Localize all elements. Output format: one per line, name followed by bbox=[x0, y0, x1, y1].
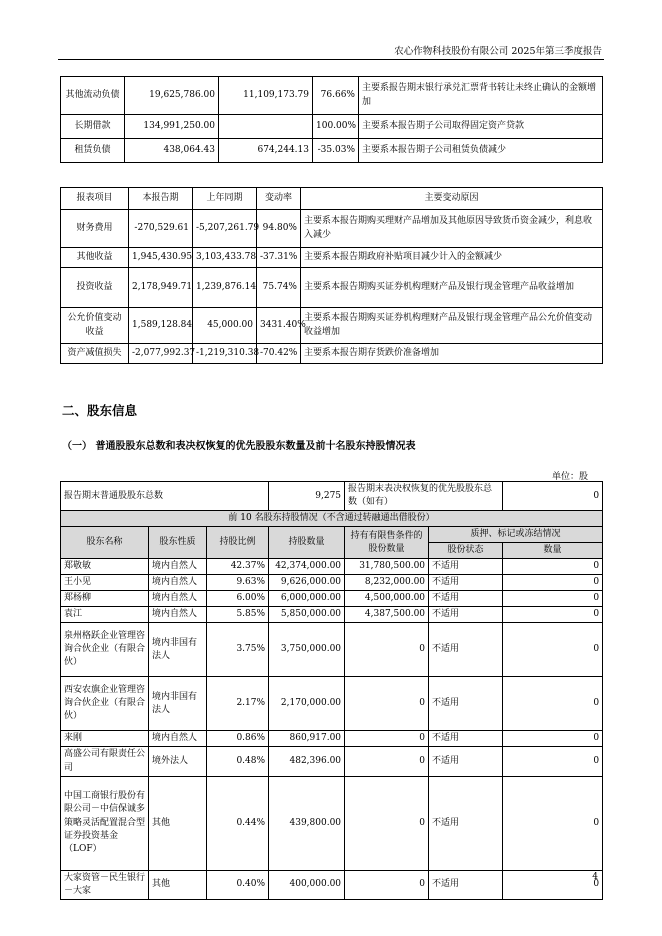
inc-item: 其他收益 bbox=[61, 248, 129, 268]
col-header-quantity: 持股数量 bbox=[269, 527, 345, 559]
table-row bbox=[61, 559, 603, 575]
liab-reason: 主要系报告期末银行承兑汇票背书转让未终止确认的金额增加 bbox=[359, 77, 603, 115]
holder-pledge-quantity: 0 bbox=[503, 575, 603, 591]
holder-nature: 境内自然人 bbox=[149, 731, 207, 747]
liab-reason: 主要系本报告期子公司租赁负债减少 bbox=[359, 139, 603, 163]
holder-pledge-quantity: 0 bbox=[503, 607, 603, 623]
table-row bbox=[61, 747, 603, 776]
holder-pledge-quantity: 0 bbox=[503, 559, 603, 575]
col-header-item: 报表项目 bbox=[61, 188, 129, 210]
inc-previous: 45,000.00 bbox=[193, 308, 257, 344]
holder-name: 西安农旗企业管理咨询合伙企业（有限合伙） bbox=[61, 677, 149, 731]
table-row bbox=[61, 870, 603, 899]
liab-change: 100.00% bbox=[313, 115, 359, 139]
col-header-previous: 上年同期 bbox=[193, 188, 257, 210]
table-row bbox=[61, 677, 603, 731]
holder-ratio: 3.75% bbox=[207, 623, 269, 677]
inc-previous: -5,207,261.79 bbox=[193, 210, 257, 248]
holder-quantity: 42,374,000.00 bbox=[269, 559, 345, 575]
inc-change: 94.80% bbox=[257, 210, 301, 248]
inc-reason: 主要系本报告期存货跌价准备增加 bbox=[301, 344, 603, 364]
income-change-table bbox=[60, 187, 603, 364]
holder-pledge-status: 不适用 bbox=[429, 559, 503, 575]
holder-ratio: 0.40% bbox=[207, 870, 269, 899]
liab-item: 其他流动负债 bbox=[61, 77, 125, 115]
holder-restricted: 0 bbox=[345, 731, 429, 747]
holder-name: 袁江 bbox=[61, 607, 149, 623]
holder-pledge-status: 不适用 bbox=[429, 731, 503, 747]
holder-nature: 其他 bbox=[149, 776, 207, 870]
table-row bbox=[61, 623, 603, 677]
liabilities-change-table bbox=[60, 76, 603, 163]
table-header-row bbox=[61, 527, 603, 543]
col-header-restricted: 持有有限售条件的股份数量 bbox=[345, 527, 429, 559]
liab-change: 76.66% bbox=[313, 77, 359, 115]
holder-quantity: 482,396.00 bbox=[269, 747, 345, 776]
liab-previous: 11,109,173.79 bbox=[219, 77, 313, 115]
holder-name: 郑敬敏 bbox=[61, 559, 149, 575]
summary-row bbox=[61, 482, 603, 511]
holder-pledge-quantity: 0 bbox=[503, 677, 603, 731]
holder-ratio: 0.86% bbox=[207, 731, 269, 747]
holder-quantity: 860,917.00 bbox=[269, 731, 345, 747]
common-holders-value: 9,275 bbox=[269, 482, 345, 511]
col-header-name: 股东名称 bbox=[61, 527, 149, 559]
holder-restricted: 8,232,000.00 bbox=[345, 575, 429, 591]
holder-restricted: 0 bbox=[345, 677, 429, 731]
holder-pledge-quantity: 0 bbox=[503, 591, 603, 607]
holder-nature: 境内非国有法人 bbox=[149, 677, 207, 731]
inc-reason: 主要系本报告期购买证券机构理财产品及银行现金管理产品公允价值变动收益增加 bbox=[301, 308, 603, 344]
holder-pledge-quantity: 0 bbox=[503, 731, 603, 747]
inc-item: 财务费用 bbox=[61, 210, 129, 248]
liab-current: 438,064.43 bbox=[125, 139, 219, 163]
holder-nature: 其他 bbox=[149, 870, 207, 899]
holder-pledge-status: 不适用 bbox=[429, 591, 503, 607]
table-row bbox=[61, 268, 603, 308]
holder-restricted: 31,780,500.00 bbox=[345, 559, 429, 575]
holder-name: 郑杨柳 bbox=[61, 591, 149, 607]
holder-pledge-quantity: 0 bbox=[503, 747, 603, 776]
header-divider bbox=[58, 59, 604, 60]
holder-nature: 境内非国有法人 bbox=[149, 623, 207, 677]
inc-reason: 主要系本报告期政府补贴项目减少计入的金额减少 bbox=[301, 248, 603, 268]
holder-name: 大家资管－民生银行－大家 bbox=[61, 870, 149, 899]
holder-restricted: 0 bbox=[345, 747, 429, 776]
shareholders-table bbox=[60, 481, 603, 900]
inc-current: -270,529.61 bbox=[129, 210, 193, 248]
inc-item: 公允价值变动收益 bbox=[61, 308, 129, 344]
table-row bbox=[61, 575, 603, 591]
inc-previous: 3,103,433.78 bbox=[193, 248, 257, 268]
liab-current: 134,991,250.00 bbox=[125, 115, 219, 139]
table-row bbox=[61, 591, 603, 607]
liab-item: 长期借款 bbox=[61, 115, 125, 139]
preferred-holders-value: 0 bbox=[503, 482, 603, 511]
holder-restricted: 0 bbox=[345, 870, 429, 899]
holder-ratio: 0.44% bbox=[207, 776, 269, 870]
table-row bbox=[61, 115, 603, 139]
table-row bbox=[61, 731, 603, 747]
inc-current: 2,178,949.71 bbox=[129, 268, 193, 308]
holder-ratio: 42.37% bbox=[207, 559, 269, 575]
col-header-pledge-group: 质押、标记或冻结情况 bbox=[429, 527, 603, 543]
col-header-reason: 主要变动原因 bbox=[301, 188, 603, 210]
table-row bbox=[61, 607, 603, 623]
inc-current: -2,077,992.37 bbox=[129, 344, 193, 364]
col-header-current: 本报告期 bbox=[129, 188, 193, 210]
inc-previous: 1,239,876.14 bbox=[193, 268, 257, 308]
liab-current: 19,625,786.00 bbox=[125, 77, 219, 115]
holder-ratio: 9.63% bbox=[207, 575, 269, 591]
table-row bbox=[61, 139, 603, 163]
holder-ratio: 0.48% bbox=[207, 747, 269, 776]
col-header-ratio: 持股比例 bbox=[207, 527, 269, 559]
holder-pledge-status: 不适用 bbox=[429, 575, 503, 591]
table-header-row bbox=[61, 188, 603, 210]
col-header-pledge-quantity: 数量 bbox=[503, 543, 603, 559]
inc-change: 75.74% bbox=[257, 268, 301, 308]
holder-pledge-quantity: 0 bbox=[503, 870, 603, 899]
inc-change: 3431.40% bbox=[257, 308, 301, 344]
holder-nature: 境内自然人 bbox=[149, 591, 207, 607]
holder-quantity: 400,000.00 bbox=[269, 870, 345, 899]
holder-pledge-status: 不适用 bbox=[429, 776, 503, 870]
inc-current: 1,589,128.84 bbox=[129, 308, 193, 344]
top10-title-row bbox=[61, 511, 603, 527]
inc-item: 投资收益 bbox=[61, 268, 129, 308]
page-number: 4 bbox=[592, 872, 598, 882]
holder-pledge-status: 不适用 bbox=[429, 870, 503, 899]
holder-nature: 境内自然人 bbox=[149, 559, 207, 575]
holder-ratio: 2.17% bbox=[207, 677, 269, 731]
holder-ratio: 5.85% bbox=[207, 607, 269, 623]
holder-nature: 境内自然人 bbox=[149, 607, 207, 623]
page-header-title: 农心作物科技股份有限公司 2025年第三季度报告 bbox=[394, 46, 602, 57]
liab-item: 租赁负债 bbox=[61, 139, 125, 163]
holder-nature: 境内自然人 bbox=[149, 575, 207, 591]
holder-pledge-status: 不适用 bbox=[429, 677, 503, 731]
holder-pledge-status: 不适用 bbox=[429, 607, 503, 623]
table-row bbox=[61, 248, 603, 268]
holder-quantity: 3,750,000.00 bbox=[269, 623, 345, 677]
inc-reason: 主要系本报告期购买证券机构理财产品及银行现金管理产品收益增加 bbox=[301, 268, 603, 308]
holder-restricted: 0 bbox=[345, 776, 429, 870]
holder-restricted: 4,387,500.00 bbox=[345, 607, 429, 623]
inc-previous: -1,219,310.38 bbox=[193, 344, 257, 364]
inc-reason: 主要系本报告期购买理财产品增加及其他原因导致货币资金减少，利息收入减少 bbox=[301, 210, 603, 248]
inc-change: -70.42% bbox=[257, 344, 301, 364]
holder-pledge-status: 不适用 bbox=[429, 623, 503, 677]
holder-name: 王小见 bbox=[61, 575, 149, 591]
section-subheading: （一） 普通股股东总数和表决权恢复的优先股股东数量及前十名股东持股情况表 bbox=[62, 441, 416, 452]
holder-pledge-quantity: 0 bbox=[503, 623, 603, 677]
table-row bbox=[61, 77, 603, 115]
holder-name: 泉州格跃企业管理咨询合伙企业（有限合伙） bbox=[61, 623, 149, 677]
holder-quantity: 2,170,000.00 bbox=[269, 677, 345, 731]
holder-quantity: 6,000,000.00 bbox=[269, 591, 345, 607]
holder-quantity: 5,850,000.00 bbox=[269, 607, 345, 623]
liab-previous bbox=[219, 115, 313, 139]
holder-name: 来刚 bbox=[61, 731, 149, 747]
unit-label: 单位：股 bbox=[551, 472, 588, 482]
table-row bbox=[61, 308, 603, 344]
top10-title: 前 10 名股东持股情况（不含通过转融通出借股份） bbox=[61, 511, 603, 527]
section-heading: 二、股东信息 bbox=[62, 403, 138, 418]
holder-ratio: 6.00% bbox=[207, 591, 269, 607]
table-row bbox=[61, 776, 603, 870]
holder-pledge-status: 不适用 bbox=[429, 747, 503, 776]
common-holders-label: 报告期末普通股股东总数 bbox=[61, 482, 269, 511]
holder-quantity: 9,626,000.00 bbox=[269, 575, 345, 591]
inc-current: 1,945,430.95 bbox=[129, 248, 193, 268]
holder-name: 中国工商银行股份有限公司－中信保诚多策略灵活配置混合型证券投资基金（LOF） bbox=[61, 776, 149, 870]
col-header-change: 变动率 bbox=[257, 188, 301, 210]
holder-nature: 境外法人 bbox=[149, 747, 207, 776]
preferred-holders-label: 报告期末表决权恢复的优先股股东总数（如有） bbox=[345, 482, 503, 511]
inc-item: 资产减值损失 bbox=[61, 344, 129, 364]
holder-restricted: 0 bbox=[345, 623, 429, 677]
holder-quantity: 439,800.00 bbox=[269, 776, 345, 870]
col-header-pledge-status: 股份状态 bbox=[429, 543, 503, 559]
holder-name: 高盛公司有限责任公司 bbox=[61, 747, 149, 776]
col-header-nature: 股东性质 bbox=[149, 527, 207, 559]
liab-reason: 主要系本报告期子公司取得固定资产贷款 bbox=[359, 115, 603, 139]
liab-previous: 674,244.13 bbox=[219, 139, 313, 163]
holder-pledge-quantity: 0 bbox=[503, 776, 603, 870]
holder-restricted: 4,500,000.00 bbox=[345, 591, 429, 607]
inc-change: -37.31% bbox=[257, 248, 301, 268]
table-row bbox=[61, 344, 603, 364]
table-row bbox=[61, 210, 603, 248]
liab-change: -35.03% bbox=[313, 139, 359, 163]
